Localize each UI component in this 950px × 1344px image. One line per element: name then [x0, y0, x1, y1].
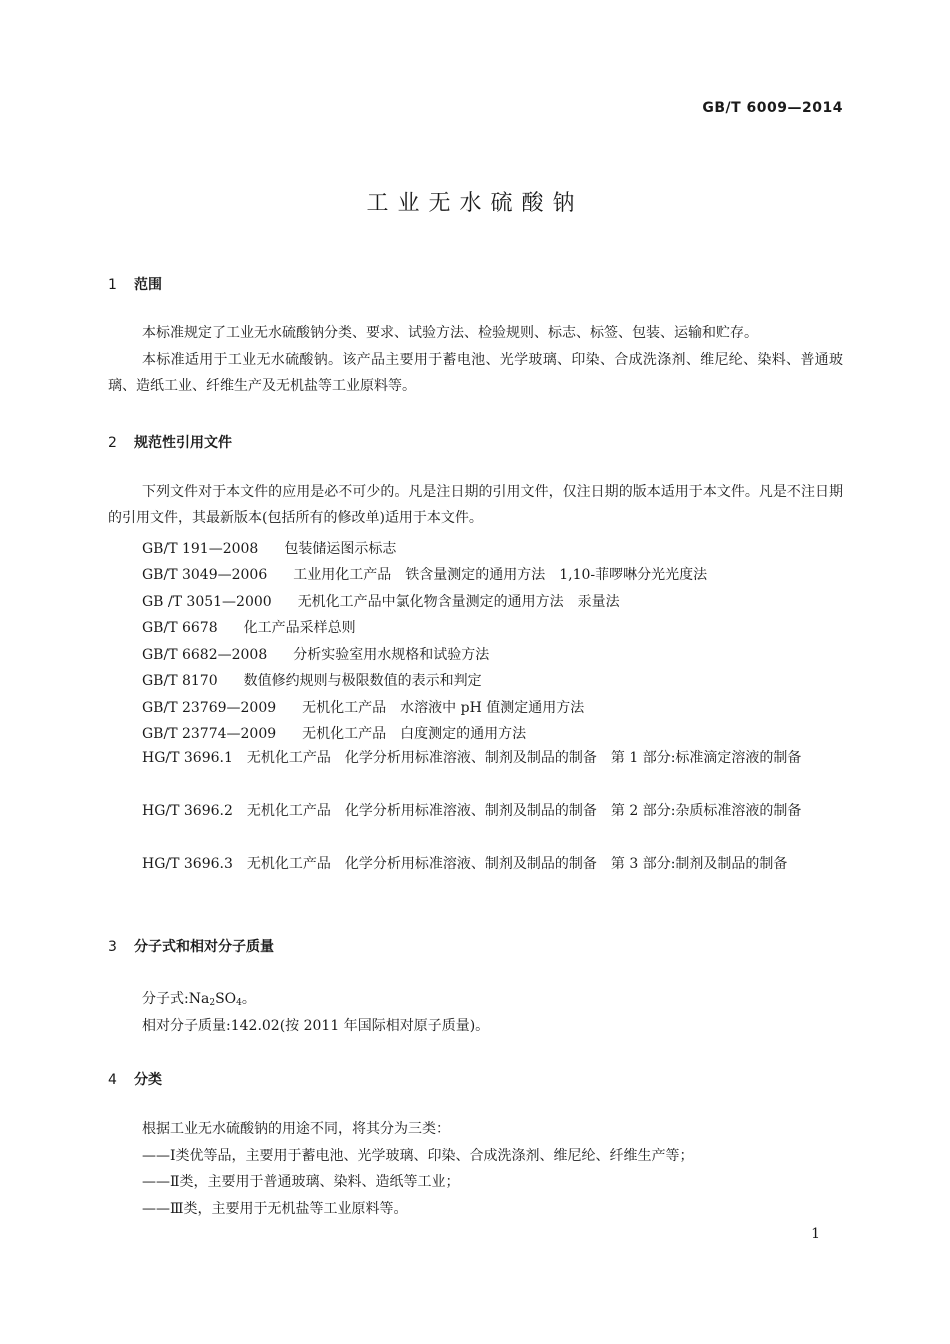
standard-code: GB/T 6009—2014: [702, 100, 843, 116]
scope-paragraph-1: 本标准规定了工业无水硫酸钠分类、要求、试验方法、检验规则、标志、标签、包装、运输和贮存。: [142, 325, 758, 341]
section-title: 分类: [134, 1072, 162, 1088]
formula-so-subscript: 4: [236, 998, 242, 1008]
reference-item: [142, 591, 620, 611]
document-title: 工业无水硫酸钠: [366, 191, 584, 216]
reference-item: [142, 697, 584, 717]
reference-title: 化工产品采样总则: [243, 620, 356, 636]
reference-item-hg-1: HG/T 3696.1 无机化工产品 化学分析用标准溶液、制剂及制品的制备 第 1 部分:标准滴定溶液的制备: [142, 750, 802, 766]
formula-so: SO: [215, 991, 237, 1007]
reference-code: GB/T 6678: [142, 620, 218, 636]
formula-label: 分子式:: [142, 991, 189, 1007]
section-heading-3: [108, 936, 274, 956]
section-heading-2: [108, 432, 232, 452]
reference-title: 分析实验室用水规格和试验方法: [293, 647, 490, 663]
section-heading-4: [108, 1069, 162, 1089]
reference-code: GB/T 3049—2006: [142, 567, 268, 583]
reference-title: 数值修约规则与极限数值的表示和判定: [243, 673, 482, 689]
normative-intro: 下列文件对于本文件的应用是必不可少的。凡是注日期的引用文件，仅注日期的版本适用于本文件。凡是不注日期的引用文件，其最新版本(包括所有的修改单)适用于本文件。: [108, 484, 843, 526]
reference-code: GB/T 6682—2008: [142, 647, 268, 663]
classification-item: ——Ⅱ类，主要用于普通玻璃、染料、造纸等工业；: [142, 1174, 460, 1190]
section-heading-1: [108, 274, 162, 294]
relative-molecular-mass: 相对分子质量:142.02(按 2011 年国际相对原子质量)。: [142, 1018, 490, 1034]
reference-title: 工业用化工产品 铁含量测定的通用方法 1,10-菲啰啉分光光度法: [293, 567, 708, 583]
molecular-formula: [142, 988, 256, 1008]
reference-code: GB /T 3051—2000: [142, 594, 272, 610]
classification-item: ——Ⅲ类，主要用于无机盐等工业原料等。: [142, 1201, 408, 1217]
reference-item: [142, 538, 396, 558]
section-number: 3: [108, 939, 117, 955]
reference-item: [142, 670, 482, 690]
reference-item-hg-2: HG/T 3696.2 无机化工产品 化学分析用标准溶液、制剂及制品的制备 第 2 部分:杂质标准溶液的制备: [142, 803, 802, 819]
reference-item: [142, 723, 526, 743]
reference-item: [142, 564, 707, 584]
reference-title: 无机化工产品 白度测定的通用方法: [302, 726, 527, 742]
reference-code: GB/T 23774—2009: [142, 726, 277, 742]
formula-na: Na: [188, 991, 210, 1007]
section-title: 范围: [134, 277, 162, 293]
formula-end: 。: [241, 991, 256, 1007]
section-number: 1: [108, 277, 117, 293]
section-number: 2: [108, 435, 117, 451]
reference-item: [142, 644, 489, 664]
formula-na-subscript: 2: [209, 998, 216, 1008]
reference-title: 无机化工产品 水溶液中 pH 值测定通用方法: [302, 700, 585, 716]
reference-title: 包装储运图示标志: [284, 541, 397, 557]
section-title: 规范性引用文件: [134, 435, 232, 451]
reference-code: GB/T 23769—2009: [142, 700, 277, 716]
page-number: 1: [811, 1226, 820, 1242]
reference-title: 无机化工产品中氯化物含量测定的通用方法 汞量法: [297, 594, 620, 610]
section-title: 分子式和相对分子质量: [134, 939, 274, 955]
section-number: 4: [108, 1072, 117, 1088]
classification-item: ——Ⅰ类优等品，主要用于蓄电池、光学玻璃、印染、合成洗涤剂、维尼纶、纤维生产等；: [142, 1148, 694, 1164]
reference-item: [142, 617, 356, 637]
reference-code: GB/T 8170: [142, 673, 218, 689]
reference-code: GB/T 191—2008: [142, 541, 259, 557]
reference-item-hg-3: HG/T 3696.3 无机化工产品 化学分析用标准溶液、制剂及制品的制备 第 3 部分:制剂及制品的制备: [142, 856, 788, 872]
classification-intro: 根据工业无水硫酸钠的用途不同，将其分为三类：: [142, 1121, 450, 1137]
scope-paragraph-2: 本标准适用于工业无水硫酸钠。该产品主要用于蓄电池、光学玻璃、印染、合成洗涤剂、维尼纶、染料、普通玻璃、造纸工业、纤维生产及无机盐等工业原料等。: [108, 352, 843, 394]
